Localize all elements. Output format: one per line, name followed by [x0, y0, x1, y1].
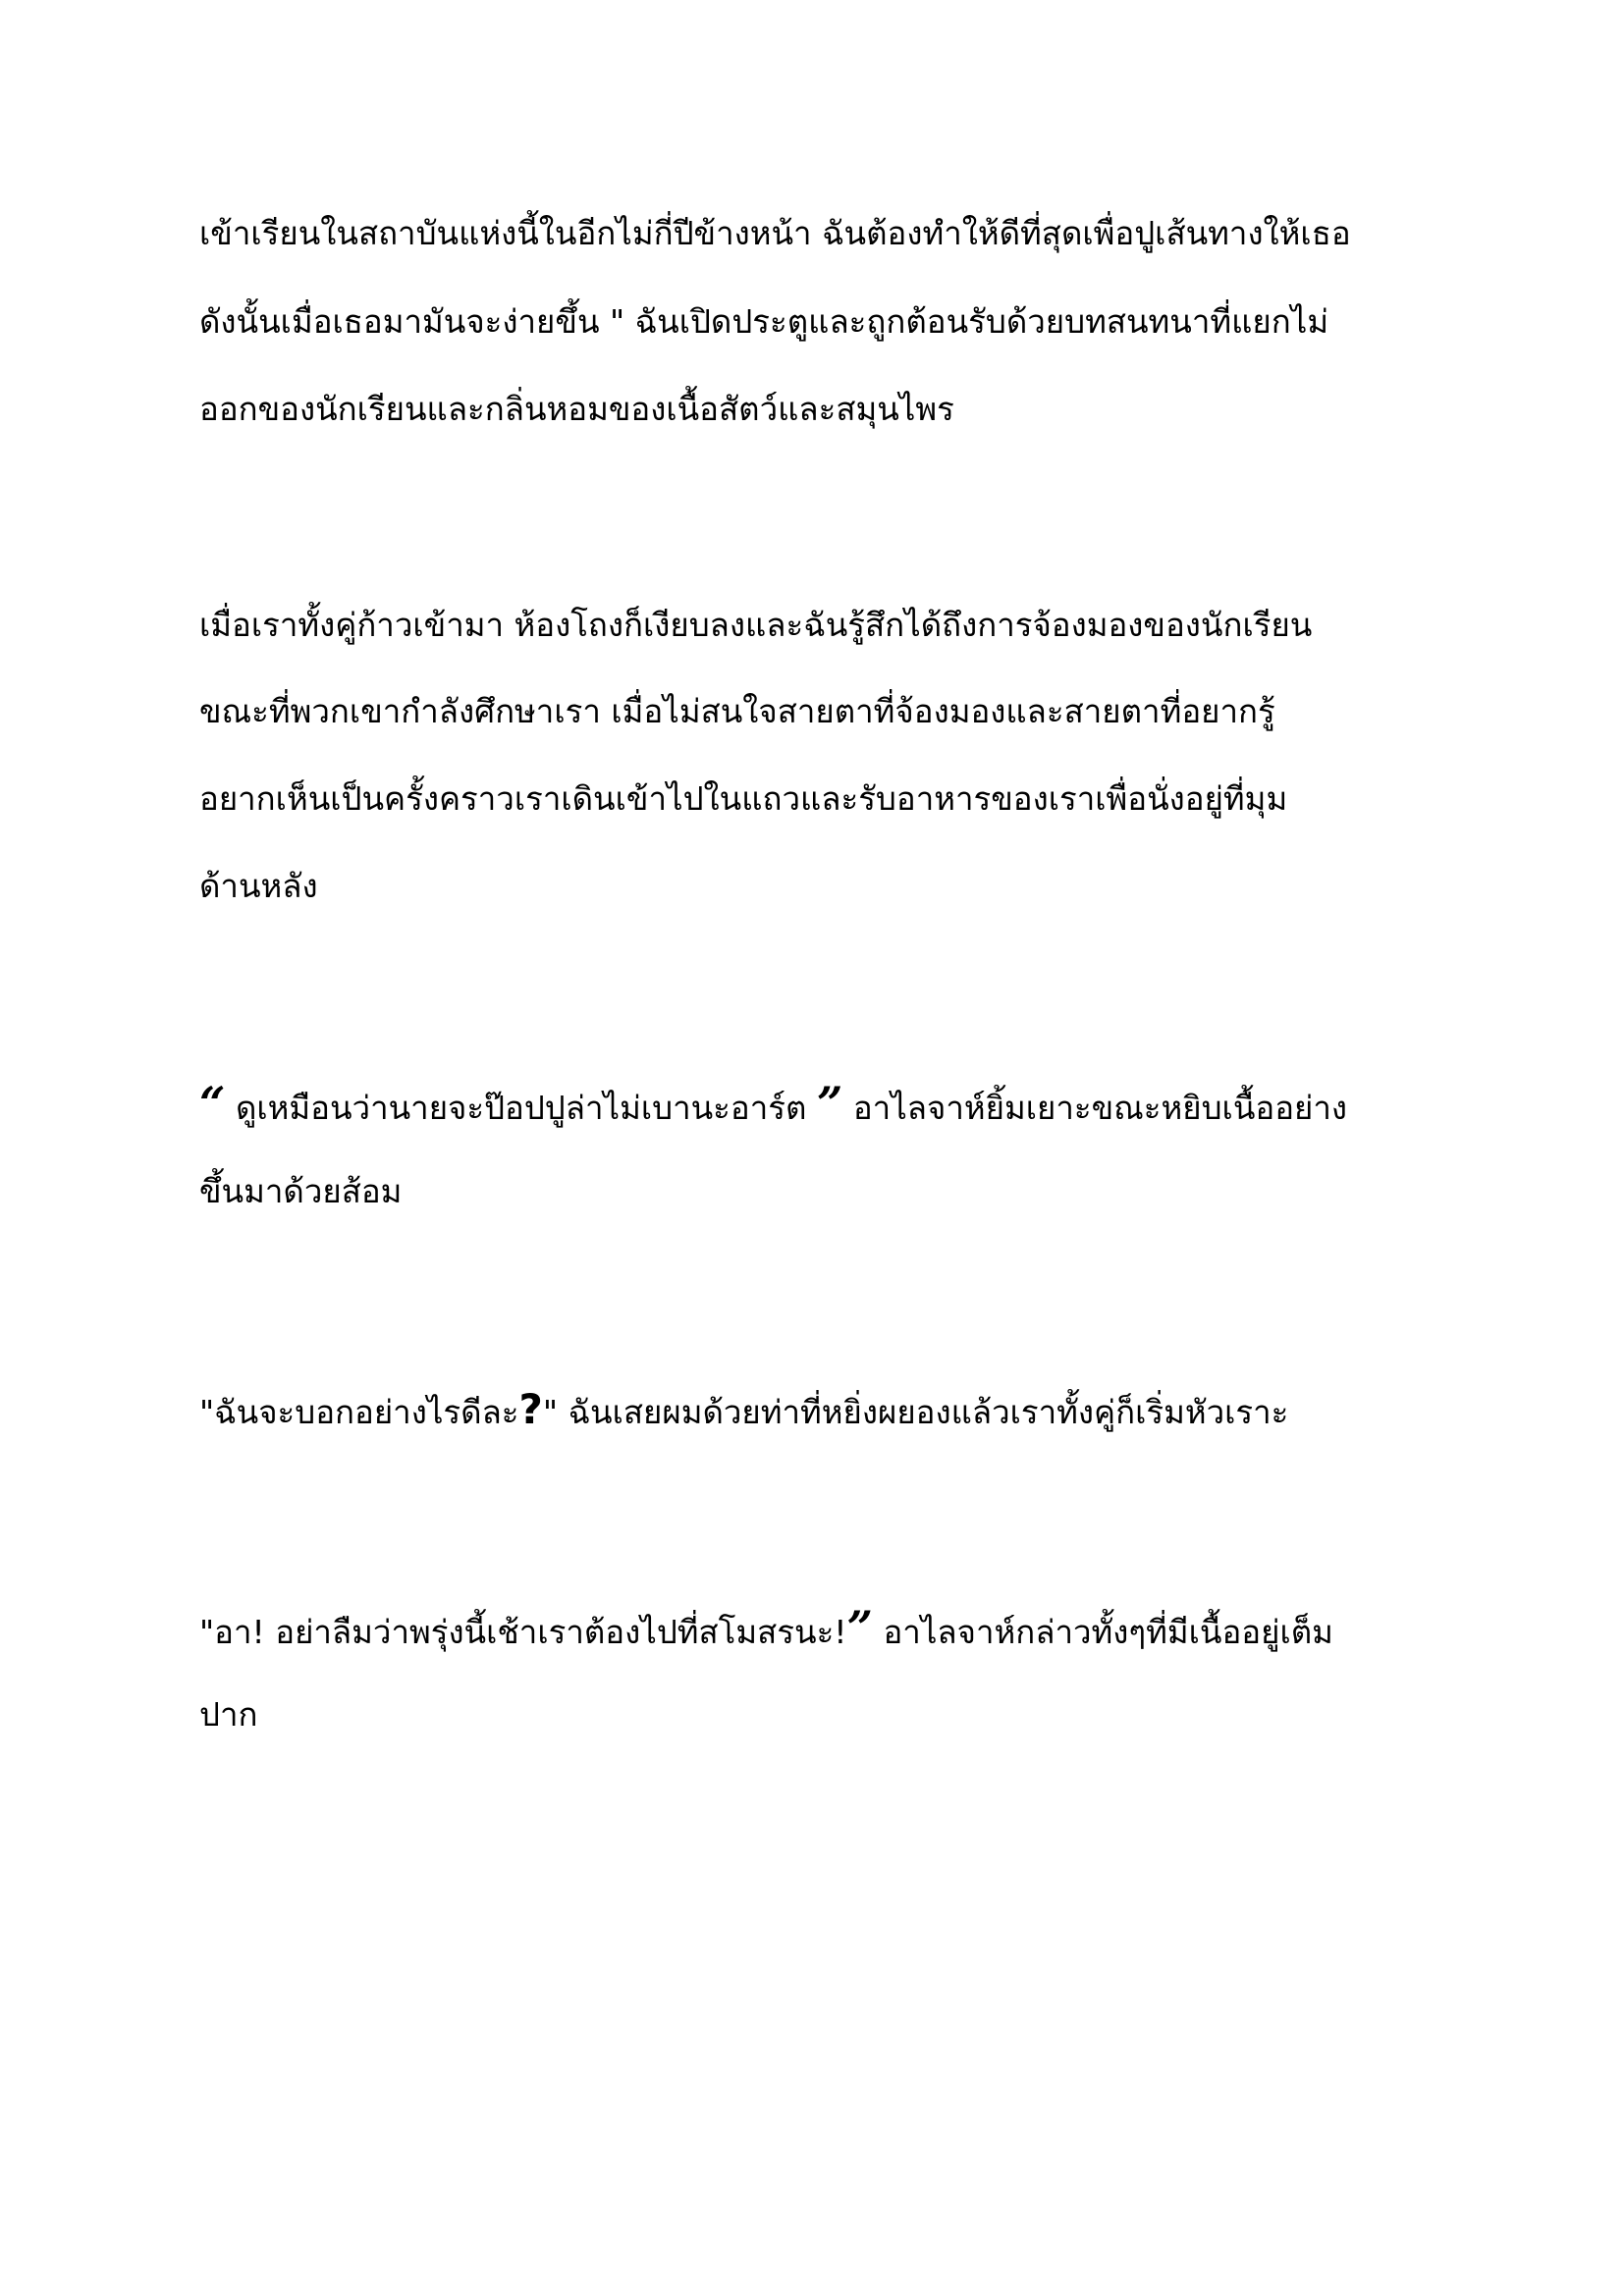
paragraph-5-line-1 [199, 1601, 1333, 1656]
paragraph-1-line-2: ดังนั้นเมื่อเธอมามันจะง่ายขึ้น " ฉันเปิดประตูและถูกต้อนรับด้วยบทสนทนาที่แยกไม่ [199, 302, 1329, 341]
close-quote-mark: ” [846, 1601, 873, 1654]
narration-text: " ฉันเสยผมด้วยท่าที่หยิ่งผยองแล้วเราทั้งคู่ก็เริ่มหัวเราะ [542, 1393, 1289, 1431]
paragraph-2-line-1: เมื่อเราทั้งคู่ก้าวเข้ามา ห้องโถงก็เงียบลงและฉันรู้สึกได้ถึงการจ้องมองของนักเรียน [199, 606, 1313, 644]
paragraph-2-line-4: ด้านหลัง [199, 867, 318, 905]
dialogue-text: "อา! อย่าลืมว่าพรุ่งนี้เช้าเราต้องไปที่สโมสรนะ! [199, 1613, 847, 1651]
close-quote-mark: ” [816, 1077, 843, 1130]
narration-text: อาไลจาห์กล่าวทั้งๆที่มีเนื้ออยู่เต็ม [873, 1613, 1333, 1651]
paragraph-3-line-1 [199, 1077, 1348, 1132]
dialogue-text: ดูเหมือนว่านายจะป๊อปปูล่าไม่เบานะอาร์ต [225, 1089, 817, 1127]
paragraph-2-line-3: อยากเห็นเป็นครั้งคราวเราเดินเข้าไปในแถวและรับอาหารของเราเพื่อนั่งอยู่ที่มุม [199, 779, 1288, 818]
paragraph-2-line-2: ขณะที่พวกเขากำลังศึกษาเรา เมื่อไม่สนใจสายตาที่จ้องมองและสายตาที่อยากรู้ [199, 692, 1275, 730]
question-mark: ? [518, 1385, 543, 1433]
paragraph-3-line-2: ขึ้นมาด้วยส้อม [199, 1172, 403, 1210]
paragraph-1-line-1: เข้าเรียนในสถาบันแห่งนี้ในอีกไม่กี่ปีข้างหน้า ฉันต้องทำให้ดีที่สุดเพื่อปูเส้นทางให้เธอ [199, 214, 1351, 252]
dialogue-text: "ฉันจะบอกอย่างไรดีละ [199, 1393, 519, 1431]
open-quote-mark: “ [199, 1077, 226, 1130]
paragraph-4-line-1 [199, 1386, 1288, 1436]
paragraph-1-line-3: ออกของนักเรียนและกลิ่นหอมของเนื้อสัตว์และสมุนไพร [199, 390, 954, 428]
paragraph-5-line-2: ปาก [199, 1695, 258, 1734]
narration-text: อาไลจาห์ยิ้มเยาะขณะหยิบเนื้ออย่าง [842, 1089, 1348, 1127]
